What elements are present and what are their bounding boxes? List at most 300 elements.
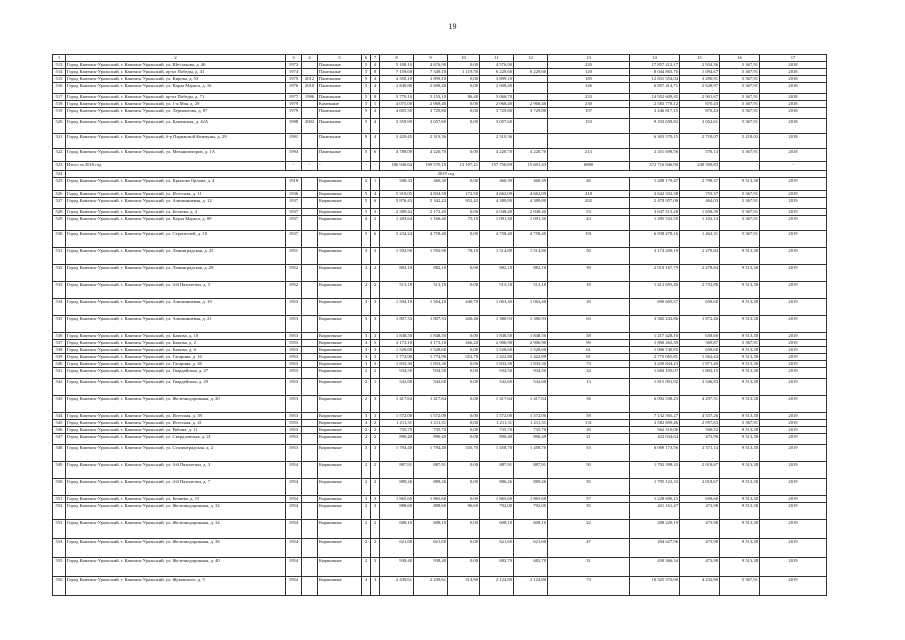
table-cell: 2012: [302, 76, 318, 83]
table-cell: 1 794,40: [380, 445, 414, 462]
table-cell: 3 359,90: [380, 119, 414, 134]
table-cell: 2019: [760, 198, 827, 209]
table-cell: 2 389,42: [380, 209, 414, 216]
table-cell: Город Каменск-Уральский, г. Каменск-Уральский, ул. Алюминиевая, д. 19: [66, 299, 286, 316]
table-cell: 5: [362, 101, 371, 108]
table-cell: 4 662,09: [480, 191, 514, 198]
table-cell: 2 968,40: [514, 101, 548, 108]
table-cell: 8: [371, 94, 380, 101]
table-cell: 2: [362, 558, 371, 577]
table-cell: 352,78: [448, 354, 480, 361]
table-cell: 5 367,91: [720, 420, 760, 427]
table-cell: Панельные: [318, 62, 362, 69]
table-cell: 1 815 991,92: [630, 379, 680, 396]
header-cell: 4: [302, 55, 318, 62]
table-cell: 2018: [760, 83, 827, 94]
table-cell: 3 729,80: [514, 108, 548, 119]
table-cell: 513: [53, 62, 66, 69]
year-section-row: [53, 171, 827, 178]
table-cell: 517: [53, 94, 66, 101]
table-cell: 1 458,70: [514, 445, 548, 462]
table-cell: 549: [53, 462, 66, 479]
table-cell: Город Каменск-Уральский, г. Каменск-Уральский, ул. Механизаторов, д. 1А: [66, 149, 286, 162]
table-cell: [302, 479, 318, 496]
table-cell: 2018: [760, 119, 827, 134]
table-cell: 2: [362, 462, 371, 479]
table-cell: 2 048,40: [480, 209, 514, 216]
table-cell: Город Каменск-Уральский, г. Каменск-Уральский, ул. Исетская, д. 39: [66, 413, 286, 420]
table-cell: 2 934,36: [680, 62, 720, 69]
table-cell: 1 795 123,33: [630, 479, 680, 496]
table-cell: 2 319,36: [414, 134, 448, 149]
table-cell: 7 159,60: [380, 69, 414, 76]
table-cell: 1 283,64: [380, 216, 414, 231]
table-cell: 542,60: [514, 379, 548, 396]
table-cell: 2019: [760, 434, 827, 445]
table-cell: 9 513,38: [720, 282, 760, 299]
table-cell: Город Каменск-Уральский, г. Каменск-Уральский, ул. Исетская, д. 11: [66, 191, 286, 198]
table-cell: 50: [548, 462, 630, 479]
table-cell: 1 833,30: [414, 361, 448, 368]
table-cell: 0,00: [448, 231, 480, 248]
table-cell: 5: [362, 94, 371, 101]
table-cell: 2 010 167,79: [630, 265, 680, 282]
table-cell: 2 319,36: [480, 134, 514, 149]
table-cell: 2019: [760, 413, 827, 420]
table-cell: 2 968,40: [480, 101, 514, 108]
table-cell: 1 504,10: [414, 299, 448, 316]
table-cell: 934,50: [414, 368, 448, 379]
table-cell: 608,10: [480, 520, 514, 539]
table-cell: 3 642 332,38: [630, 191, 680, 198]
table-cell: 1 006 740,85: [630, 347, 680, 354]
table-cell: 9 513,38: [720, 299, 760, 316]
table-cell: 4 788,00: [380, 149, 414, 162]
table-cell: 1953: [286, 434, 302, 445]
table-cell: 2018: [760, 149, 827, 162]
table-cell: 513,18: [414, 282, 448, 299]
table-cell: 1 833,30: [480, 361, 514, 368]
table-cell: 5 367,91: [720, 191, 760, 198]
header-cell: 14: [630, 55, 680, 62]
table-cell: Кирпичные: [318, 191, 362, 198]
table-cell: -: [720, 162, 760, 171]
table-row: [53, 62, 827, 69]
table-cell: 3: [362, 347, 371, 354]
table-cell: 266,20: [448, 340, 480, 347]
table-row: [53, 479, 827, 496]
table-cell: [302, 198, 318, 209]
table-cell: [302, 149, 318, 162]
table-cell: -: [371, 162, 380, 171]
table-cell: 1 802,15: [680, 368, 720, 379]
table-cell: 1 217 428,10: [630, 333, 680, 340]
table-cell: 2 608,40: [480, 83, 514, 94]
table-cell: 1 063,40: [514, 299, 548, 316]
table-cell: 3 430 844,23: [630, 361, 680, 368]
table-cell: 5: [362, 69, 371, 76]
table-cell: 4 220,70: [514, 149, 548, 162]
table-cell: 5 876,43: [380, 198, 414, 209]
table-cell: 548: [53, 445, 66, 462]
table-cell: 460,39: [514, 178, 548, 191]
table-cell: 870,43: [680, 101, 720, 108]
table-cell: 1953: [286, 445, 302, 462]
table-cell: 4 350,10: [380, 76, 414, 83]
table-cell: Панельные: [318, 108, 362, 119]
table-cell: 882,10: [380, 265, 414, 282]
table-cell: 534: [53, 299, 66, 316]
table-cell: 3 899,10: [414, 76, 448, 83]
table-cell: -: [760, 162, 827, 171]
table-cell: 1953: [286, 316, 302, 333]
table-cell: 220: [548, 62, 630, 69]
table-cell: 5 367,91: [720, 216, 760, 231]
table-cell: 1 572,00: [414, 413, 448, 420]
table-cell: 1918: [286, 178, 302, 191]
table-cell: 2019: [760, 479, 827, 496]
table-cell: 1 380,93: [514, 316, 548, 333]
table-cell: 430 366,34: [630, 558, 680, 577]
table-cell: 5 770,10: [380, 94, 414, 101]
table-cell: [514, 83, 548, 94]
table-cell: 3: [371, 299, 380, 316]
table-cell: 473,98: [680, 434, 720, 445]
table-cell: 1954: [286, 558, 302, 577]
table-cell: 608,10: [414, 520, 448, 539]
table-cell: Город Каменск-Уральский, г. Каменск-Уральский, ул. Строителей, д. 10: [66, 231, 286, 248]
table-cell: 5: [362, 198, 371, 209]
table-cell: Город Каменск-Уральский, г. Каменск-Уральский, ул. Бажова, д. 10: [66, 333, 286, 340]
table-cell: [302, 462, 318, 479]
table-cell: 2 439,61: [414, 577, 448, 596]
table-cell: 96,60: [448, 503, 480, 520]
table-cell: Кирпичные: [318, 198, 362, 209]
table-cell: 9 333 658,82: [630, 119, 680, 134]
table-cell: 521: [53, 134, 66, 149]
table-cell: 0,00: [448, 108, 480, 119]
table-cell: 1 592,90: [380, 248, 414, 265]
table-cell: Кирпичные: [318, 316, 362, 333]
table-cell: 63: [548, 316, 630, 333]
table-cell: 157 750,89: [480, 162, 514, 171]
table-cell: [302, 209, 318, 216]
table-cell: 3 290,91: [680, 76, 720, 83]
table-cell: 426,40: [448, 316, 480, 333]
table-cell: 294 627,96: [630, 539, 680, 558]
table-cell: [302, 299, 318, 316]
table-cell: 473,98: [680, 520, 720, 539]
table-cell: 542,60: [480, 379, 514, 396]
table-cell: 882,10: [480, 265, 514, 282]
table-cell: 3: [362, 361, 371, 368]
table-cell: Город Каменск-Уральский, г. Каменск-Уральский, ул. Крылова Орлова, д. 4: [66, 178, 286, 191]
table-row: [53, 316, 827, 333]
table-cell: 17 857 212,17: [630, 62, 680, 69]
table-cell: [514, 94, 548, 101]
table-cell: 9: [362, 134, 371, 149]
table-cell: 2: [371, 462, 380, 479]
table-cell: 10 325 370,00: [630, 577, 680, 596]
table-cell: 6: [371, 198, 380, 209]
table-cell: 2019: [760, 368, 827, 379]
table-cell: 2019: [760, 248, 827, 265]
table-cell: [302, 420, 318, 427]
table-cell: -: [362, 162, 371, 171]
table-cell: 2019: [760, 333, 827, 340]
table-cell: 47: [548, 539, 630, 558]
table-cell: 2019: [760, 231, 827, 248]
table-cell: 3: [371, 445, 380, 462]
table-cell: 2 371,14: [680, 445, 720, 462]
table-cell: 550: [53, 479, 66, 496]
header-cell: 3: [286, 55, 302, 62]
table-cell: 513,18: [514, 282, 548, 299]
table-cell: 2 628,97: [680, 83, 720, 94]
table-cell: Кирпичные: [318, 396, 362, 413]
table-cell: 2019: [760, 396, 827, 413]
table-cell: 56: [548, 396, 630, 413]
table-cell: 1979: [286, 108, 302, 119]
table-cell: 690 605,57: [630, 299, 680, 316]
table-cell: Город Каменск-Уральский, г. Каменск-Уральский, ул. Гвардейская, д. 29: [66, 379, 286, 396]
table-cell: 9 513,38: [720, 496, 760, 503]
table-cell: 2 439,61: [380, 577, 414, 596]
header-cell: 1: [53, 55, 66, 62]
table-cell: 29: [548, 427, 630, 434]
table-cell: 658,60: [680, 299, 720, 316]
table-cell: [302, 368, 318, 379]
table-cell: Кирпичные: [318, 265, 362, 282]
table-cell: 1 833,30: [380, 361, 414, 368]
header-cell: 9: [414, 55, 448, 62]
table-cell: 2019: [760, 178, 827, 191]
table-cell: 233: [548, 94, 630, 101]
table-cell: 2: [362, 396, 371, 413]
table-cell: Панельные: [318, 134, 362, 149]
table-cell: 3: [371, 209, 380, 216]
table-cell: 1979: [286, 101, 302, 108]
table-row: [53, 462, 827, 479]
table-cell: 792,00: [514, 503, 548, 520]
table-cell: 2 278,84: [680, 248, 720, 265]
table-cell: [302, 134, 318, 149]
table-cell: 1 211,31: [514, 420, 548, 427]
table-cell: 1951: [286, 248, 302, 265]
table-cell: 569,87: [680, 340, 720, 347]
table-cell: 6 229,60: [514, 69, 548, 76]
table-cell: 3: [362, 316, 371, 333]
table-cell: 1954: [286, 496, 302, 503]
table-row: [53, 396, 827, 413]
table-cell: 6 069 173,56: [630, 445, 680, 462]
table-cell: 533: [53, 282, 66, 299]
table-cell: 26: [548, 178, 630, 191]
table-cell: 5 218,02: [720, 134, 760, 149]
table-row: [53, 445, 827, 462]
table-cell: 5 367,91: [720, 62, 760, 69]
table-cell: 1: [371, 101, 380, 108]
table-cell: Город Каменск-Уральский, г. Каменск-Уральский, ул. Бажова, д. 6: [66, 347, 286, 354]
table-cell: [302, 333, 318, 340]
table-cell: 2: [362, 479, 371, 496]
table-cell: [302, 340, 318, 347]
table-cell: 2 018,67: [680, 462, 720, 479]
table-cell: 3 057,60: [480, 119, 514, 134]
table-cell: [302, 316, 318, 333]
table-cell: 0,00: [448, 479, 480, 496]
table-cell: 543: [53, 396, 66, 413]
table-cell: Кирпичные: [318, 558, 362, 577]
table-cell: Город Каменск-Уральский, г. Каменск-Уральский, ул. Беляева, д. 15: [66, 496, 286, 503]
table-cell: 1 458,70: [480, 445, 514, 462]
table-cell: [302, 347, 318, 354]
table-cell: 1954: [286, 539, 302, 558]
table-cell: [302, 539, 318, 558]
table-cell: 1953: [286, 333, 302, 340]
table-cell: 4 576,90: [480, 62, 514, 69]
table-cell: 78,10: [448, 248, 480, 265]
header-cell: 2: [66, 55, 286, 62]
table-cell: 4 389,80: [480, 198, 514, 209]
table-cell: Кирпичные: [318, 231, 362, 248]
table-cell: 1953: [286, 413, 302, 420]
table-cell: 1977: [286, 94, 302, 101]
table-cell: 542,60: [414, 379, 448, 396]
table-cell: 18: [548, 282, 630, 299]
table-cell: 5 367,91: [720, 209, 760, 216]
table-cell: 538: [53, 347, 66, 354]
table-cell: 172,50: [448, 191, 480, 198]
table-row: [53, 198, 827, 209]
table-cell: 5 367,91: [720, 231, 760, 248]
table-cell: 473,98: [680, 503, 720, 520]
table-cell: 5: [362, 209, 371, 216]
table-cell: 4: [362, 420, 371, 427]
table-cell: [302, 434, 318, 445]
table-cell: 1 592,90: [414, 248, 448, 265]
table-cell: 1 865,60: [414, 496, 448, 503]
table-row: [53, 420, 827, 427]
table-row: [53, 520, 827, 539]
table-cell: 2: [371, 368, 380, 379]
table-cell: 3 647 513,28: [630, 209, 680, 216]
table-cell: 9 513,38: [720, 479, 760, 496]
table-cell: Панельные: [318, 149, 362, 162]
table-cell: 2019: [760, 496, 827, 503]
table-cell: Каменные: [318, 101, 362, 108]
table-cell: 1 417,64: [380, 396, 414, 413]
table-cell: 0,00: [448, 76, 480, 83]
table-cell: 1 422,80: [514, 354, 548, 361]
table-cell: 1 417,64: [480, 396, 514, 413]
table-cell: 4: [371, 83, 380, 94]
table-cell: Кирпичные: [318, 427, 362, 434]
table-cell: 526: [53, 191, 66, 198]
table-cell: 14 952 609,45: [630, 94, 680, 101]
table-cell: 735,70: [380, 427, 414, 434]
table-cell: 13 107,21: [448, 162, 480, 171]
table-row: [53, 265, 827, 282]
table-cell: 2 278,84: [680, 265, 720, 282]
table-cell: Кирпичные: [318, 282, 362, 299]
table-cell: 934,50: [514, 368, 548, 379]
table-cell: Город Каменск-Уральский, г. Каменск-Уральский, ул. Каменская, д. 42А: [66, 119, 286, 134]
table-cell: 0,00: [448, 368, 480, 379]
table-cell: 576,14: [680, 149, 720, 162]
table-cell: 536: [53, 333, 66, 340]
table-cell: 9 513,38: [720, 558, 760, 577]
table-row: [53, 119, 827, 134]
table-cell: 2019: [760, 420, 827, 427]
table-cell: 6 938 278,16: [630, 231, 680, 248]
year-section-label: 2019 год: [66, 171, 827, 178]
table-cell: 5 367,91: [720, 149, 760, 162]
table-cell: [302, 445, 318, 462]
table-cell: [302, 427, 318, 434]
table-cell: 2 048,40: [514, 209, 548, 216]
table-cell: 1 091,30: [480, 216, 514, 231]
table-cell: 1 800 265,39: [630, 340, 680, 347]
table-cell: 890,40: [514, 434, 548, 445]
table-cell: Город Каменск-Уральский, г. Каменск-Уральский, ул. Железнодорожная, д. 40: [66, 558, 286, 577]
table-cell: 5 234,24: [380, 231, 414, 248]
table-cell: 545: [53, 420, 66, 427]
table-cell: 9 513,38: [720, 333, 760, 340]
table-cell: 4 075,00: [380, 101, 414, 108]
table-cell: 1936: [286, 191, 302, 198]
table-cell: 1 528,60: [514, 347, 548, 354]
table-cell: 1 462,31: [680, 231, 720, 248]
table-cell: 2: [371, 420, 380, 427]
table-cell: 1953: [286, 299, 302, 316]
table-cell: 0,00: [448, 413, 480, 420]
table-cell: 608,10: [380, 520, 414, 539]
table-cell: 5: [362, 191, 371, 198]
table-cell: 2018: [760, 108, 827, 119]
table-cell: 1 774,98: [380, 354, 414, 361]
table-cell: 1953: [286, 420, 302, 427]
table-cell: 2019: [760, 379, 827, 396]
table-cell: 9 513,38: [720, 379, 760, 396]
table-cell: 1 865,60: [514, 496, 548, 503]
table-cell: 6 857 414,71: [630, 83, 680, 94]
table-row: [53, 101, 827, 108]
table-cell: 230: [548, 101, 630, 108]
table-cell: 0,00: [448, 539, 480, 558]
table-cell: 547: [53, 434, 66, 445]
table-cell: 3: [362, 496, 371, 503]
table-cell: 562 510,06: [630, 427, 680, 434]
table-cell: 21: [548, 434, 630, 445]
table-cell: -: [318, 162, 362, 171]
table-cell: [302, 577, 318, 596]
table-cell: 1953: [286, 354, 302, 361]
table-cell: 1953: [286, 347, 302, 354]
table-row: [53, 299, 827, 316]
row-number-cell: 524: [53, 171, 66, 178]
table-cell: 882,10: [514, 265, 548, 282]
table-cell: 513,18: [480, 282, 514, 299]
table-cell: 0,00: [448, 379, 480, 396]
table-cell: 314,80: [448, 577, 480, 596]
table-cell: 888,60: [414, 503, 448, 520]
table-cell: 2018: [760, 76, 827, 83]
table-cell: 542,60: [380, 379, 414, 396]
table-cell: 3 173,10: [380, 340, 414, 347]
table-cell: 2: [362, 434, 371, 445]
table-cell: 4 220,70: [414, 149, 448, 162]
